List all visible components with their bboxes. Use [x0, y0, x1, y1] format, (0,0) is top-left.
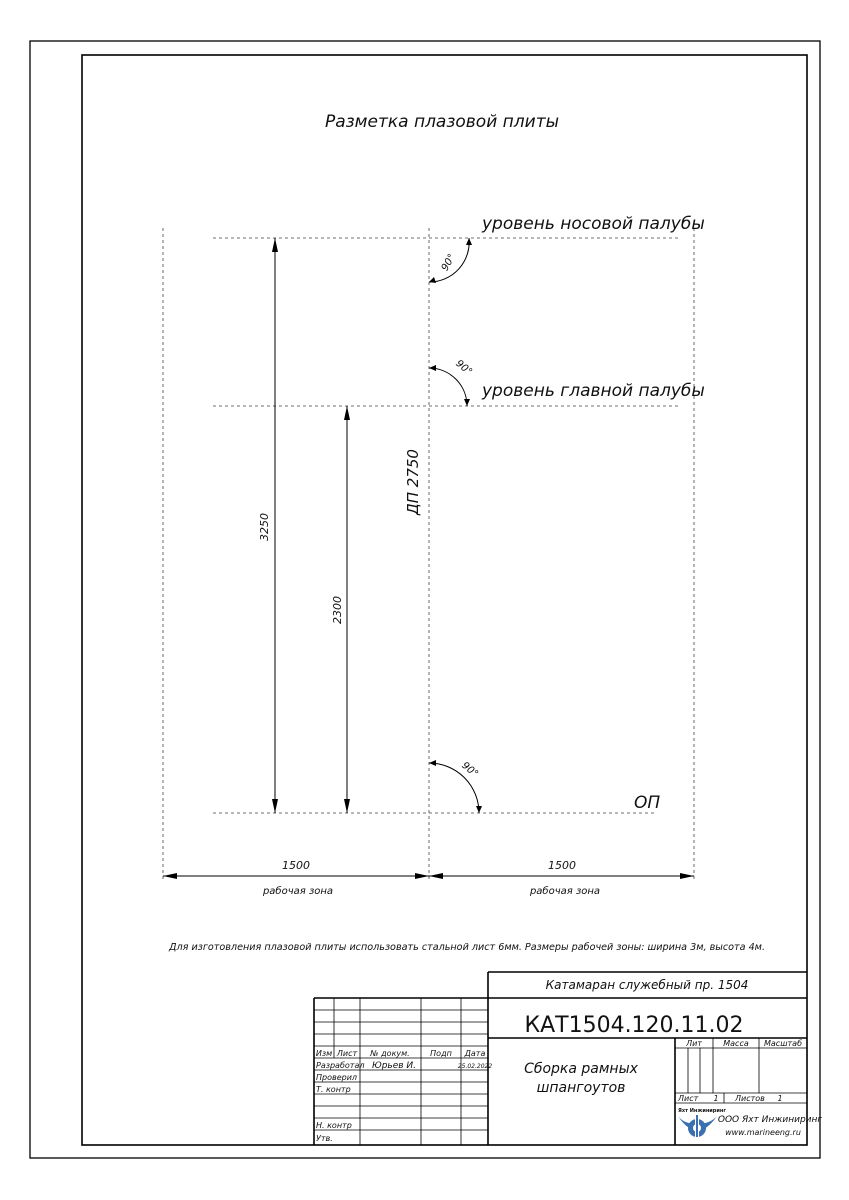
angle-arcs: [429, 238, 479, 813]
dimension-label-right-width: 1500: [548, 859, 576, 872]
bow-deck-label: уровень носовой палубы: [482, 214, 705, 234]
arrowhead: [680, 873, 694, 879]
arrowhead: [466, 238, 472, 245]
arrowhead: [415, 873, 429, 879]
sheets-label: Листов: [735, 1094, 765, 1103]
mass-label: Масса: [723, 1039, 749, 1048]
fabrication-note: Для изготовления плазовой плиты использовать стальной лист 6мм. Размеры рабочей зоны: ширина 3м, высота 4м.: [169, 942, 790, 953]
role-tech-control: Т. контр: [316, 1085, 351, 1094]
arrowhead: [163, 873, 177, 879]
drawing-title: Разметка плазовой плиты: [324, 112, 560, 132]
title-block-roles: [316, 1061, 364, 1143]
arrowhead: [429, 873, 443, 879]
col-izm: Изм: [315, 1049, 333, 1058]
logo-text: Яхт Инжиниринг: [678, 1108, 726, 1114]
centerline-label: ДП 2750: [404, 449, 422, 515]
arrowhead: [344, 799, 350, 813]
dimension-label-main-deck-height: 2300: [331, 596, 344, 624]
role-norm-control: Н. контр: [316, 1121, 352, 1130]
col-date: Дата: [464, 1049, 486, 1058]
zone-boundaries: [163, 228, 694, 880]
angle-label-baseline: 90°: [459, 760, 480, 780]
baseline-label: ОП: [634, 793, 661, 813]
main-deck-label: уровень главной палубы: [482, 381, 705, 401]
arrowhead: [429, 277, 436, 283]
drawing-code: КАТ1504.120.11.02: [524, 1013, 744, 1038]
zone-label-left: рабочая зона: [262, 886, 334, 897]
angle-arc-main: [429, 368, 467, 406]
col-sign: Подп: [430, 1049, 452, 1058]
arrowhead: [272, 799, 278, 813]
sheet-value: 1: [713, 1094, 719, 1103]
arrowhead: [429, 760, 436, 766]
role-developer: Разработал: [316, 1061, 365, 1070]
zone-label-right: рабочая зона: [529, 886, 601, 897]
scale-label: Масштаб: [763, 1039, 803, 1048]
sheets-value: 1: [777, 1094, 783, 1103]
angle-label-main: 90°: [453, 358, 474, 378]
company-website: www.marineeng.ru: [725, 1128, 801, 1137]
arrowhead: [429, 365, 436, 371]
developer-date: 25.02.2022: [457, 1063, 493, 1070]
sheet-label: Лист: [678, 1094, 699, 1103]
arrowhead: [272, 238, 278, 252]
col-list: Лист: [336, 1049, 358, 1058]
drawing-name-line2: шпангоутов: [536, 1080, 626, 1096]
dimension-label-total-height: 3250: [258, 513, 271, 541]
arrowhead: [476, 806, 482, 813]
role-checker: Проверил: [316, 1073, 358, 1082]
level-lines: [213, 238, 680, 813]
angle-label-bow: 90°: [439, 252, 459, 274]
project-name: Катамаран служебный пр. 1504: [545, 978, 749, 992]
col-doc: № докум.: [370, 1049, 410, 1058]
lit-label: Лит: [686, 1039, 702, 1048]
title-block-column-headers: [316, 1049, 486, 1058]
arrowhead: [344, 406, 350, 420]
drawing-name-line1: Сборка рамных: [524, 1061, 638, 1077]
company-name: ООО Яхт Инжиниринг: [717, 1115, 823, 1125]
role-approved: Утв.: [316, 1134, 333, 1143]
dimension-label-left-width: 1500: [282, 859, 310, 872]
arrowhead: [464, 399, 470, 406]
developer-name: Юрьев И.: [372, 1061, 417, 1071]
